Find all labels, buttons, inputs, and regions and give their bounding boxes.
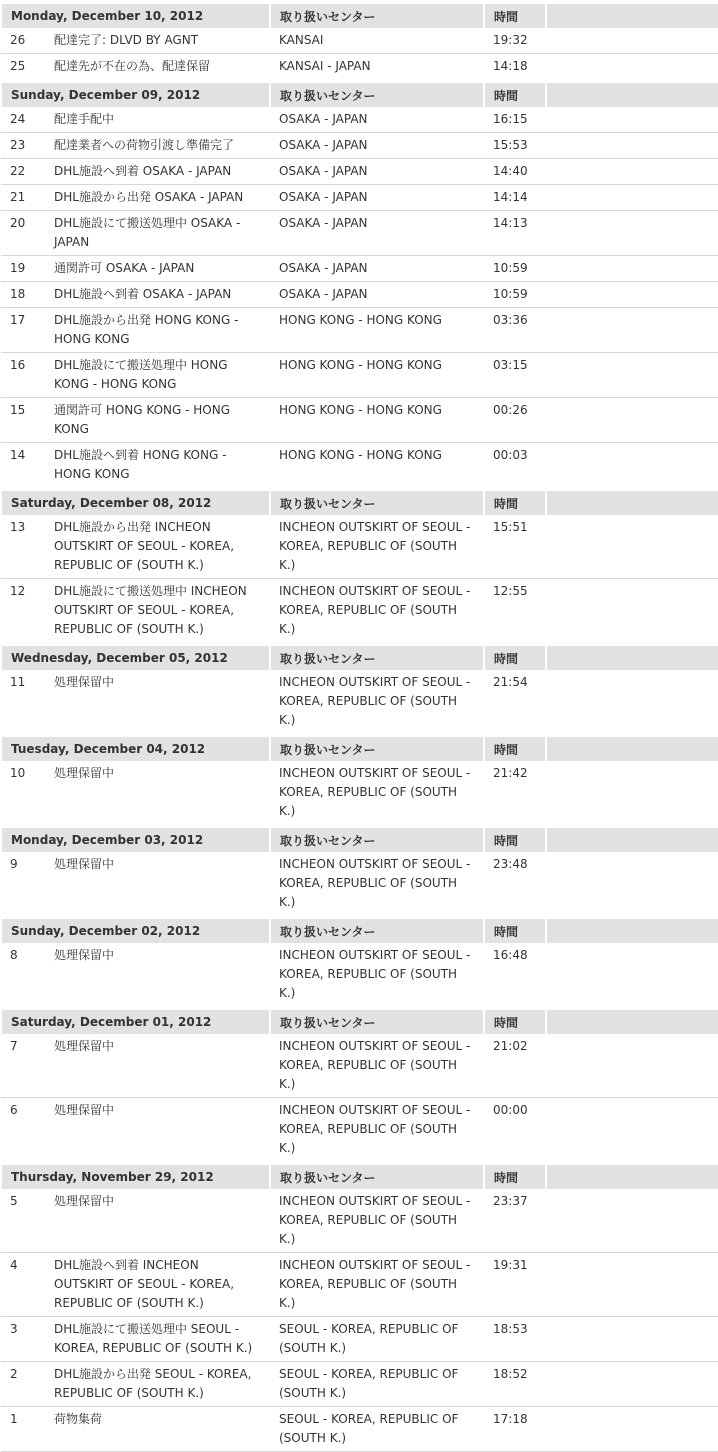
- event-time: 19:32: [484, 28, 546, 54]
- event-blank: [546, 159, 718, 185]
- event-time: 03:36: [484, 308, 546, 353]
- event-description: 配達手配中: [47, 107, 270, 133]
- day-header-date: Monday, December 10, 2012: [1, 2, 270, 28]
- event-row: [1, 308, 718, 353]
- event-description: 配達業者への荷物引渡し準備完了: [47, 133, 270, 159]
- event-location: HONG KONG - HONG KONG: [270, 353, 484, 398]
- event-blank: [546, 398, 718, 443]
- event-location: INCHEON OUTSKIRT OF SEOUL - KOREA, REPUBLIC OF (SOUTH K.): [270, 579, 484, 645]
- event-number: 7: [1, 1034, 47, 1098]
- event-blank: [546, 107, 718, 133]
- event-location: SEOUL - KOREA, REPUBLIC OF (SOUTH K.): [270, 1407, 484, 1452]
- column-header-blank: [546, 917, 718, 943]
- event-number: 14: [1, 443, 47, 490]
- event-number: 18: [1, 282, 47, 308]
- event-time: 10:59: [484, 256, 546, 282]
- event-location: INCHEON OUTSKIRT OF SEOUL - KOREA, REPUBLIC OF (SOUTH K.): [270, 943, 484, 1008]
- event-description: 処理保留中: [47, 1189, 270, 1253]
- event-time: 21:02: [484, 1034, 546, 1098]
- event-location: SEOUL - KOREA, REPUBLIC OF (SOUTH K.): [270, 1362, 484, 1407]
- event-row: [1, 1407, 718, 1452]
- event-time: 19:31: [484, 1253, 546, 1317]
- event-row: [1, 159, 718, 185]
- column-header-time: 時間: [484, 2, 546, 28]
- event-time: 18:53: [484, 1317, 546, 1362]
- event-number: 4: [1, 1253, 47, 1317]
- event-row: [1, 1034, 718, 1098]
- event-row: [1, 670, 718, 735]
- event-number: 12: [1, 579, 47, 645]
- event-description: DHL施設へ到着 HONG KONG - HONG KONG: [47, 443, 270, 490]
- event-description: DHL施設へ到着 OSAKA - JAPAN: [47, 282, 270, 308]
- event-location: OSAKA - JAPAN: [270, 211, 484, 256]
- event-time: 16:15: [484, 107, 546, 133]
- event-row: [1, 107, 718, 133]
- event-number: 3: [1, 1317, 47, 1362]
- event-blank: [546, 1189, 718, 1253]
- event-description: DHL施設へ到着 INCHEON OUTSKIRT OF SEOUL - KOREA, REPUBLIC OF (SOUTH K.): [47, 1253, 270, 1317]
- column-header-time: 時間: [484, 1163, 546, 1189]
- event-blank: [546, 133, 718, 159]
- event-description: 処理保留中: [47, 1034, 270, 1098]
- event-description: 処理保留中: [47, 670, 270, 735]
- event-time: 15:51: [484, 515, 546, 579]
- event-blank: [546, 1098, 718, 1164]
- event-row: [1, 353, 718, 398]
- event-row: [1, 443, 718, 490]
- event-location: KANSAI - JAPAN: [270, 54, 484, 82]
- event-blank: [546, 515, 718, 579]
- event-description: DHL施設から出発 HONG KONG - HONG KONG: [47, 308, 270, 353]
- event-row: [1, 1189, 718, 1253]
- event-blank: [546, 1317, 718, 1362]
- event-blank: [546, 1362, 718, 1407]
- event-time: 23:37: [484, 1189, 546, 1253]
- event-time: 03:15: [484, 353, 546, 398]
- day-header-row: [1, 1008, 718, 1034]
- event-location: INCHEON OUTSKIRT OF SEOUL - KOREA, REPUBLIC OF (SOUTH K.): [270, 761, 484, 826]
- day-header-row: [1, 1163, 718, 1189]
- column-header-blank: [546, 1163, 718, 1189]
- event-description: DHL施設から出発 INCHEON OUTSKIRT OF SEOUL - KOREA, REPUBLIC OF (SOUTH K.): [47, 515, 270, 579]
- column-header-blank: [546, 489, 718, 515]
- event-number: 8: [1, 943, 47, 1008]
- event-location: INCHEON OUTSKIRT OF SEOUL - KOREA, REPUBLIC OF (SOUTH K.): [270, 670, 484, 735]
- event-location: SEOUL - KOREA, REPUBLIC OF (SOUTH K.): [270, 1317, 484, 1362]
- column-header-blank: [546, 644, 718, 670]
- event-time: 00:26: [484, 398, 546, 443]
- event-blank: [546, 943, 718, 1008]
- column-header-time: 時間: [484, 644, 546, 670]
- event-row: [1, 54, 718, 82]
- event-location: OSAKA - JAPAN: [270, 282, 484, 308]
- event-blank: [546, 443, 718, 490]
- event-location: OSAKA - JAPAN: [270, 107, 484, 133]
- event-number: 17: [1, 308, 47, 353]
- event-time: 23:48: [484, 852, 546, 917]
- event-blank: [546, 211, 718, 256]
- column-header-blank: [546, 81, 718, 107]
- column-header-blank: [546, 735, 718, 761]
- day-header-row: [1, 917, 718, 943]
- event-description: 通関許可 HONG KONG - HONG KONG: [47, 398, 270, 443]
- column-header-center: 取り扱いセンター: [270, 644, 484, 670]
- event-location: OSAKA - JAPAN: [270, 133, 484, 159]
- event-time: 14:13: [484, 211, 546, 256]
- column-header-blank: [546, 826, 718, 852]
- event-location: INCHEON OUTSKIRT OF SEOUL - KOREA, REPUBLIC OF (SOUTH K.): [270, 515, 484, 579]
- event-number: 19: [1, 256, 47, 282]
- column-header-time: 時間: [484, 1008, 546, 1034]
- event-description: DHL施設にて搬送処理中 HONG KONG - HONG KONG: [47, 353, 270, 398]
- event-row: [1, 256, 718, 282]
- event-location: HONG KONG - HONG KONG: [270, 398, 484, 443]
- column-header-center: 取り扱いセンター: [270, 735, 484, 761]
- event-number: 20: [1, 211, 47, 256]
- event-row: [1, 398, 718, 443]
- event-number: 10: [1, 761, 47, 826]
- event-blank: [546, 256, 718, 282]
- column-header-center: 取り扱いセンター: [270, 1163, 484, 1189]
- day-header-row: [1, 735, 718, 761]
- tracking-history-body: [1, 2, 718, 1452]
- event-blank: [546, 579, 718, 645]
- event-description: 処理保留中: [47, 852, 270, 917]
- event-blank: [546, 670, 718, 735]
- event-location: HONG KONG - HONG KONG: [270, 443, 484, 490]
- event-row: [1, 761, 718, 826]
- event-location: INCHEON OUTSKIRT OF SEOUL - KOREA, REPUBLIC OF (SOUTH K.): [270, 1098, 484, 1164]
- event-time: 00:00: [484, 1098, 546, 1164]
- event-description: DHL施設にて搬送処理中 OSAKA - JAPAN: [47, 211, 270, 256]
- event-description: DHL施設へ到着 OSAKA - JAPAN: [47, 159, 270, 185]
- event-row: [1, 1317, 718, 1362]
- event-time: 14:14: [484, 185, 546, 211]
- column-header-center: 取り扱いセンター: [270, 2, 484, 28]
- day-header-date: Sunday, December 09, 2012: [1, 81, 270, 107]
- event-number: 2: [1, 1362, 47, 1407]
- day-header-row: [1, 644, 718, 670]
- column-header-center: 取り扱いセンター: [270, 917, 484, 943]
- column-header-time: 時間: [484, 917, 546, 943]
- column-header-blank: [546, 2, 718, 28]
- event-row: [1, 1362, 718, 1407]
- column-header-time: 時間: [484, 489, 546, 515]
- event-description: DHL施設にて搬送処理中 SEOUL - KOREA, REPUBLIC OF (SOUTH K.): [47, 1317, 270, 1362]
- event-blank: [546, 185, 718, 211]
- event-location: INCHEON OUTSKIRT OF SEOUL - KOREA, REPUBLIC OF (SOUTH K.): [270, 852, 484, 917]
- event-number: 5: [1, 1189, 47, 1253]
- event-description: 荷物集荷: [47, 1407, 270, 1452]
- event-location: HONG KONG - HONG KONG: [270, 308, 484, 353]
- event-location: OSAKA - JAPAN: [270, 159, 484, 185]
- event-time: 15:53: [484, 133, 546, 159]
- event-blank: [546, 852, 718, 917]
- event-location: OSAKA - JAPAN: [270, 256, 484, 282]
- event-number: 9: [1, 852, 47, 917]
- event-row: [1, 1253, 718, 1317]
- column-header-center: 取り扱いセンター: [270, 489, 484, 515]
- event-blank: [546, 308, 718, 353]
- column-header-blank: [546, 1008, 718, 1034]
- event-blank: [546, 353, 718, 398]
- event-time: 21:54: [484, 670, 546, 735]
- event-location: INCHEON OUTSKIRT OF SEOUL - KOREA, REPUBLIC OF (SOUTH K.): [270, 1253, 484, 1317]
- day-header-date: Tuesday, December 04, 2012: [1, 735, 270, 761]
- event-number: 22: [1, 159, 47, 185]
- event-time: 12:55: [484, 579, 546, 645]
- day-header-row: [1, 2, 718, 28]
- event-number: 11: [1, 670, 47, 735]
- event-blank: [546, 1034, 718, 1098]
- event-description: 処理保留中: [47, 761, 270, 826]
- column-header-center: 取り扱いセンター: [270, 826, 484, 852]
- event-description: DHL施設から出発 OSAKA - JAPAN: [47, 185, 270, 211]
- event-row: [1, 185, 718, 211]
- event-location: INCHEON OUTSKIRT OF SEOUL - KOREA, REPUBLIC OF (SOUTH K.): [270, 1189, 484, 1253]
- day-header-date: Thursday, November 29, 2012: [1, 1163, 270, 1189]
- day-header-row: [1, 81, 718, 107]
- event-number: 13: [1, 515, 47, 579]
- event-row: [1, 211, 718, 256]
- day-header-date: Monday, December 03, 2012: [1, 826, 270, 852]
- event-time: 21:42: [484, 761, 546, 826]
- event-number: 1: [1, 1407, 47, 1452]
- day-header-row: [1, 826, 718, 852]
- event-time: 14:18: [484, 54, 546, 82]
- event-time: 10:59: [484, 282, 546, 308]
- day-header-date: Sunday, December 02, 2012: [1, 917, 270, 943]
- event-blank: [546, 1253, 718, 1317]
- event-number: 24: [1, 107, 47, 133]
- event-row: [1, 282, 718, 308]
- event-time: 17:18: [484, 1407, 546, 1452]
- event-row: [1, 852, 718, 917]
- event-number: 25: [1, 54, 47, 82]
- event-number: 15: [1, 398, 47, 443]
- event-number: 16: [1, 353, 47, 398]
- event-blank: [546, 28, 718, 54]
- event-time: 16:48: [484, 943, 546, 1008]
- event-row: [1, 515, 718, 579]
- event-row: [1, 133, 718, 159]
- event-blank: [546, 761, 718, 826]
- event-number: 21: [1, 185, 47, 211]
- event-row: [1, 28, 718, 54]
- event-blank: [546, 282, 718, 308]
- event-blank: [546, 1407, 718, 1452]
- event-number: 26: [1, 28, 47, 54]
- column-header-center: 取り扱いセンター: [270, 1008, 484, 1034]
- event-description: DHL施設にて搬送処理中 INCHEON OUTSKIRT OF SEOUL - KOREA, REPUBLIC OF (SOUTH K.): [47, 579, 270, 645]
- event-time: 00:03: [484, 443, 546, 490]
- event-row: [1, 579, 718, 645]
- day-header-date: Saturday, December 01, 2012: [1, 1008, 270, 1034]
- event-description: 配達完了: DLVD BY AGNT: [47, 28, 270, 54]
- event-description: 通関許可 OSAKA - JAPAN: [47, 256, 270, 282]
- event-number: 6: [1, 1098, 47, 1164]
- day-header-row: [1, 489, 718, 515]
- event-description: 配達先が不在の為、配達保留: [47, 54, 270, 82]
- event-time: 18:52: [484, 1362, 546, 1407]
- day-header-date: Wednesday, December 05, 2012: [1, 644, 270, 670]
- event-blank: [546, 54, 718, 82]
- event-row: [1, 943, 718, 1008]
- event-description: 処理保留中: [47, 1098, 270, 1164]
- column-header-center: 取り扱いセンター: [270, 81, 484, 107]
- event-time: 14:40: [484, 159, 546, 185]
- event-description: DHL施設から出発 SEOUL - KOREA, REPUBLIC OF (SOUTH K.): [47, 1362, 270, 1407]
- event-row: [1, 1098, 718, 1164]
- column-header-time: 時間: [484, 735, 546, 761]
- event-location: OSAKA - JAPAN: [270, 185, 484, 211]
- event-number: 23: [1, 133, 47, 159]
- column-header-time: 時間: [484, 81, 546, 107]
- event-location: INCHEON OUTSKIRT OF SEOUL - KOREA, REPUBLIC OF (SOUTH K.): [270, 1034, 484, 1098]
- column-header-time: 時間: [484, 826, 546, 852]
- event-description: 処理保留中: [47, 943, 270, 1008]
- event-location: KANSAI: [270, 28, 484, 54]
- day-header-date: Saturday, December 08, 2012: [1, 489, 270, 515]
